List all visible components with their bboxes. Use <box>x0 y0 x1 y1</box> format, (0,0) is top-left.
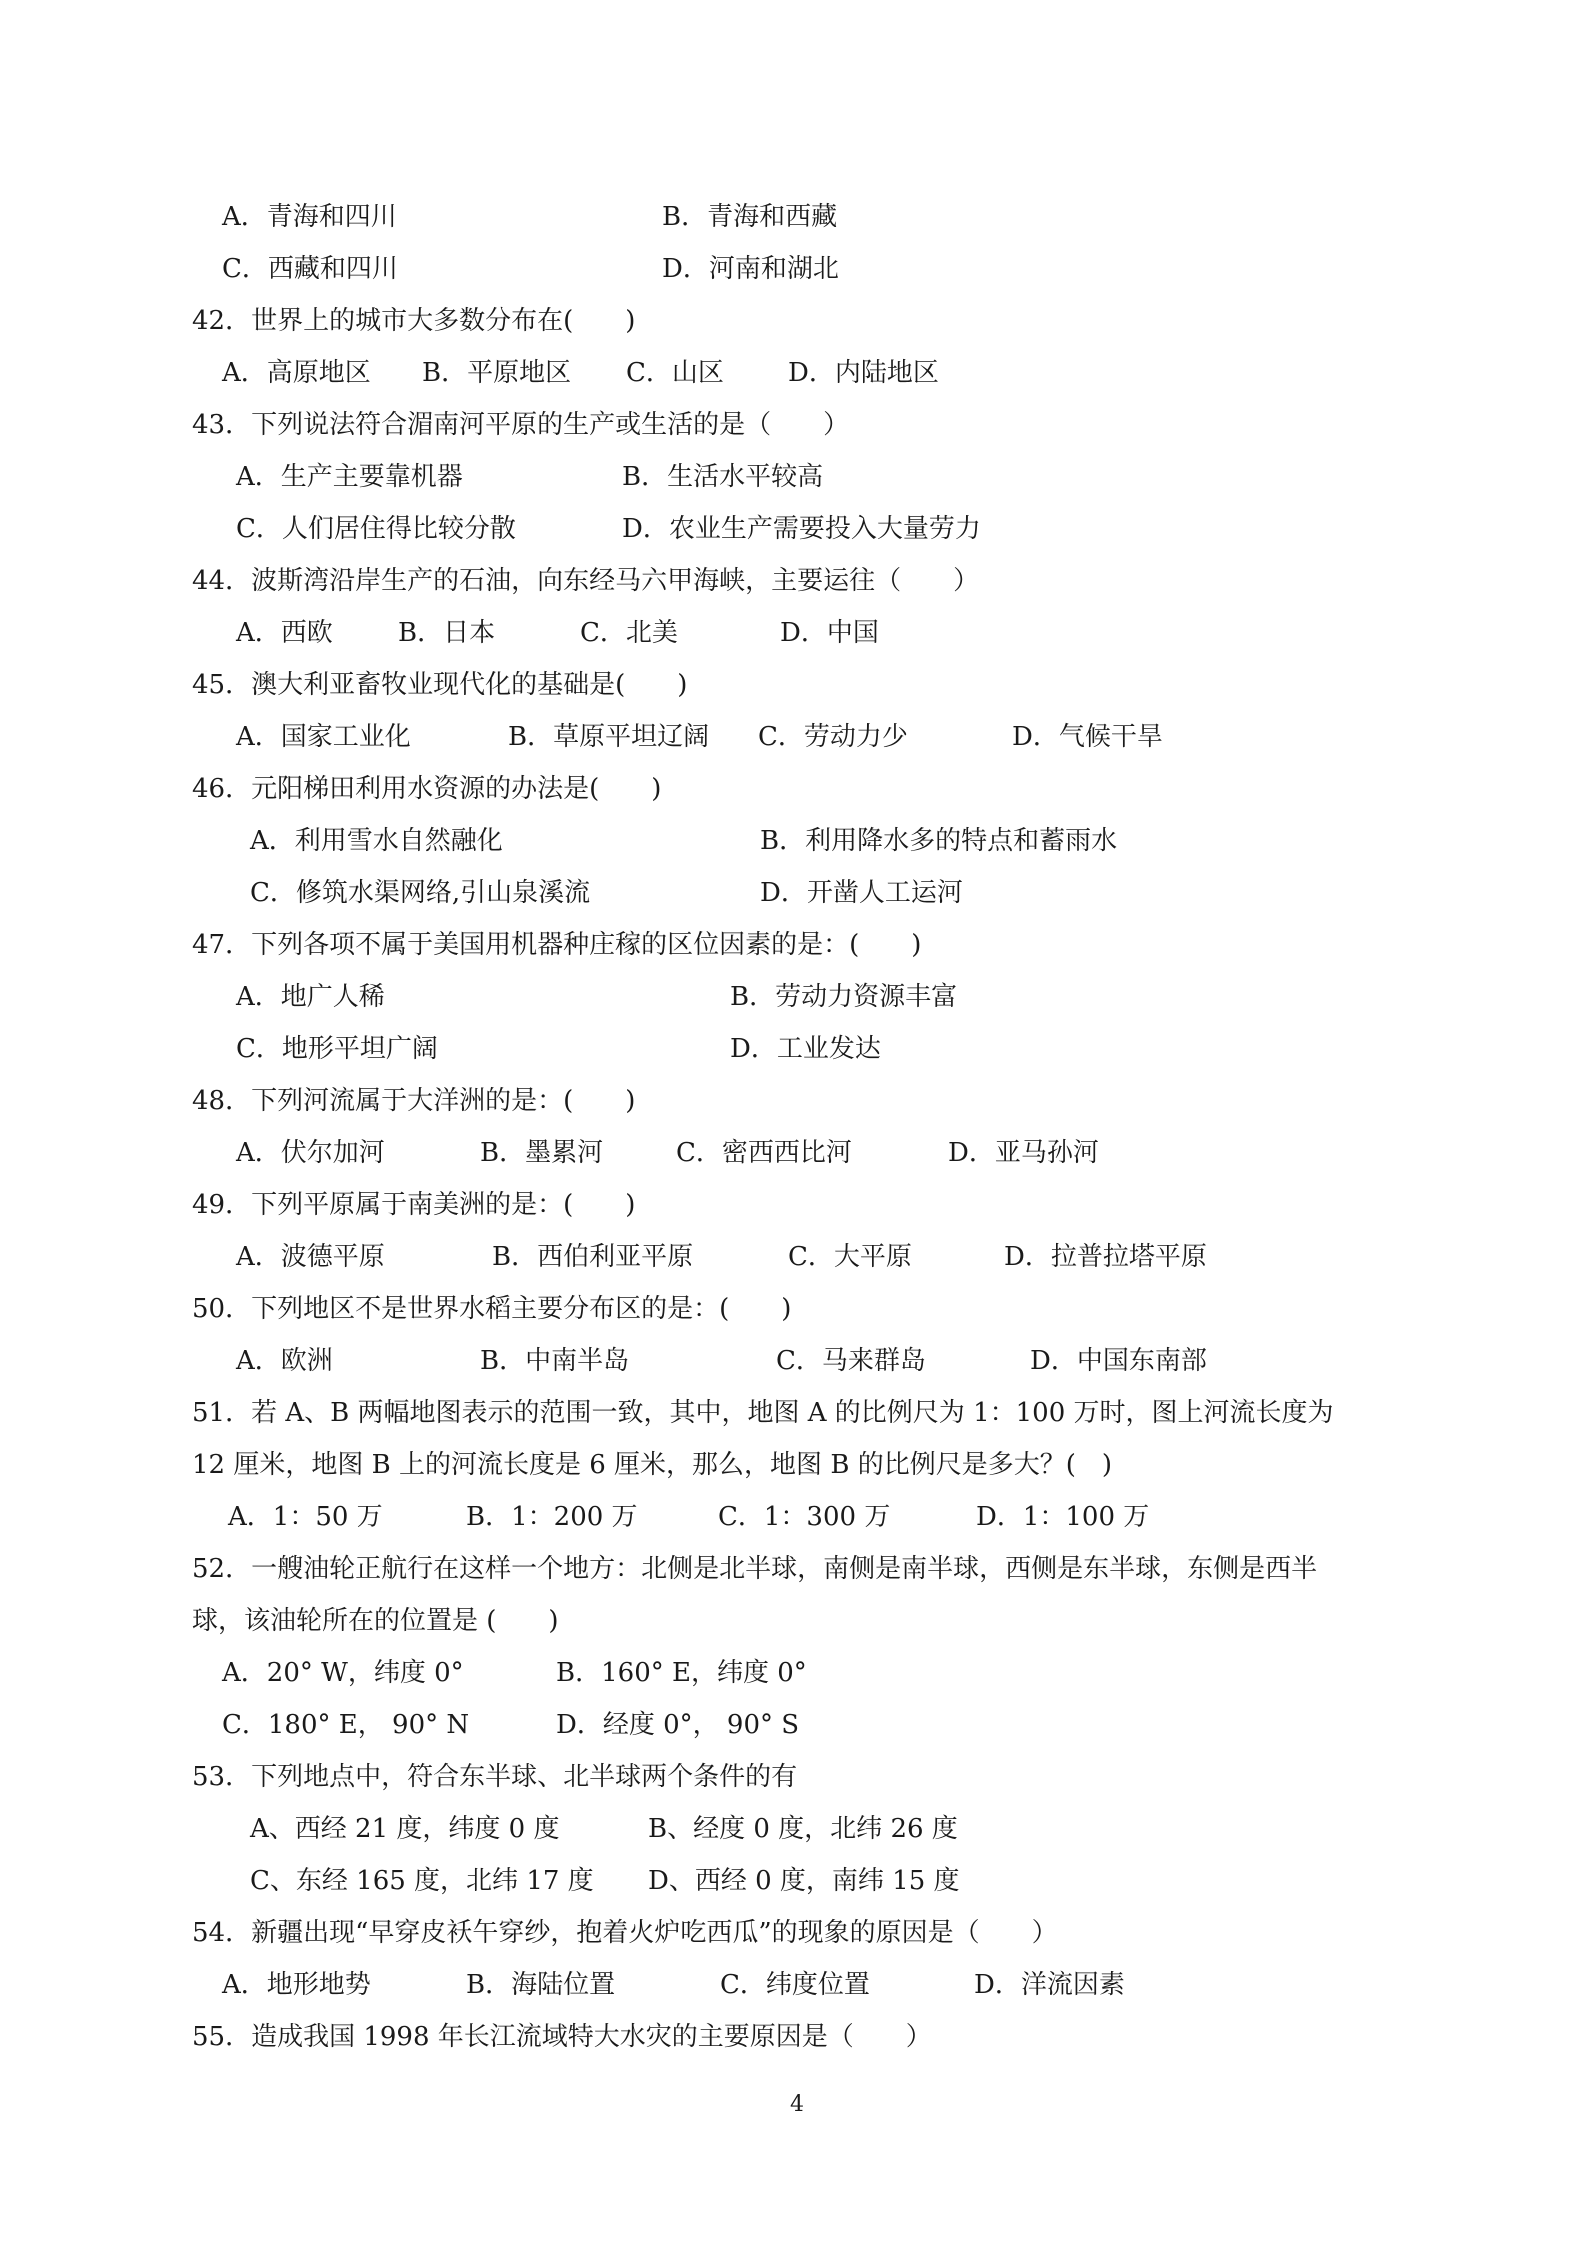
answer-option: C．山区 <box>626 358 724 388</box>
answer-option: A．地广人稀 <box>236 982 385 1012</box>
question-text: 45．澳大利亚畜牧业现代化的基础是( ) <box>192 670 688 700</box>
answer-option: A．青海和四川 <box>222 202 397 232</box>
answer-option: D．中国 <box>780 618 879 648</box>
answer-option: C．180° E， 90° N <box>222 1710 470 1740</box>
answer-option: A．生产主要靠机器 <box>236 462 463 492</box>
answer-option: A．高原地区 <box>222 358 371 388</box>
answer-option: B．160° E，纬度 0° <box>556 1658 807 1688</box>
answer-option: B、经度 0 度，北纬 26 度 <box>648 1814 958 1844</box>
question-text: 54．新疆出现“早穿皮袄午穿纱，抱着火炉吃西瓜”的现象的原因是（ ） <box>192 1918 1058 1948</box>
answer-option: C．马来群岛 <box>776 1346 926 1376</box>
answer-option: C．修筑水渠网络,引山泉溪流 <box>250 878 591 908</box>
answer-option: B．平原地区 <box>422 358 572 388</box>
answer-option: A．利用雪水自然融化 <box>250 826 503 856</box>
answer-option: B．1：200 万 <box>466 1502 638 1532</box>
answer-option: C．纬度位置 <box>720 1970 870 2000</box>
question-text: 55．造成我国 1998 年长江流域特大水灾的主要原因是（ ） <box>192 2022 932 2052</box>
answer-option: D、西经 0 度，南纬 15 度 <box>648 1866 960 1896</box>
answer-option: C．密西西比河 <box>676 1138 852 1168</box>
question-text: 43．下列说法符合湄南河平原的生产或生活的是（ ） <box>192 410 850 440</box>
question-text: 44．波斯湾沿岸生产的石油，向东经马六甲海峡，主要运往（ ） <box>192 566 980 596</box>
page-number: 4 <box>790 2092 804 2117</box>
answer-option: D．中国东南部 <box>1030 1346 1207 1376</box>
answer-option: D．1：100 万 <box>976 1502 1150 1532</box>
answer-option: A．20° W，纬度 0° <box>222 1658 464 1688</box>
question-text: 47．下列各项不属于美国用机器种庄稼的区位因素的是：( ) <box>192 930 922 960</box>
answer-option: A、西经 21 度，纬度 0 度 <box>250 1814 560 1844</box>
answer-option: D．农业生产需要投入大量劳力 <box>622 514 981 544</box>
answer-option: C．劳动力少 <box>758 722 908 752</box>
answer-option: D．拉普拉塔平原 <box>1004 1242 1207 1272</box>
answer-option: A．波德平原 <box>236 1242 385 1272</box>
answer-option: D．气候干旱 <box>1012 722 1163 752</box>
answer-option: B．青海和西藏 <box>662 202 838 232</box>
answer-option: B．劳动力资源丰富 <box>730 982 958 1012</box>
answer-option: D．洋流因素 <box>974 1970 1125 2000</box>
answer-option: A．伏尔加河 <box>236 1138 385 1168</box>
answer-option: B．中南半岛 <box>480 1346 630 1376</box>
answer-option: A．西欧 <box>236 618 333 648</box>
answer-option: C．大平原 <box>788 1242 912 1272</box>
question-text: 52．一艘油轮正航行在这样一个地方：北侧是北半球，南侧是南半球，西侧是东半球，东侧是西半 <box>192 1554 1318 1584</box>
answer-option: B．墨累河 <box>480 1138 604 1168</box>
question-text: 46．元阳梯田利用水资源的办法是( ) <box>192 774 662 804</box>
answer-option: C．北美 <box>580 618 678 648</box>
answer-option: A．地形地势 <box>222 1970 371 2000</box>
answer-option: B．日本 <box>398 618 496 648</box>
question-text: 49．下列平原属于南美洲的是：( ) <box>192 1190 636 1220</box>
answer-option: D．经度 0°， 90° S <box>556 1710 800 1740</box>
question-text: 球，该油轮所在的位置是 ( ) <box>192 1606 559 1636</box>
answer-option: B．海陆位置 <box>466 1970 616 2000</box>
question-text: 50．下列地区不是世界水稻主要分布区的是：( ) <box>192 1294 792 1324</box>
answer-option: D．河南和湖北 <box>662 254 839 284</box>
question-text: 12 厘米，地图 B 上的河流长度是 6 厘米，那么，地图 B 的比例尺是多大？( ) <box>192 1450 1112 1480</box>
answer-option: C．人们居住得比较分散 <box>236 514 516 544</box>
answer-option: A．欧洲 <box>236 1346 333 1376</box>
answer-option: A．国家工业化 <box>236 722 411 752</box>
question-text: 42．世界上的城市大多数分布在( ) <box>192 306 636 336</box>
answer-option: B．西伯利亚平原 <box>492 1242 694 1272</box>
answer-option: B．生活水平较高 <box>622 462 824 492</box>
answer-option: B．利用降水多的特点和蓄雨水 <box>760 826 1118 856</box>
answer-option: A．1：50 万 <box>228 1502 383 1532</box>
answer-option: D．开凿人工运河 <box>760 878 963 908</box>
question-text: 53．下列地点中，符合东半球、北半球两个条件的有 <box>192 1762 798 1792</box>
answer-option: C．西藏和四川 <box>222 254 398 284</box>
answer-option: B．草原平坦辽阔 <box>508 722 710 752</box>
question-text: 51．若 A、B 两幅地图表示的范围一致，其中，地图 A 的比例尺为 1：100 万时，图上河流长度为 <box>192 1398 1334 1428</box>
answer-option: C．1：300 万 <box>718 1502 891 1532</box>
answer-option: C、东经 165 度，北纬 17 度 <box>250 1866 594 1896</box>
answer-option: D．工业发达 <box>730 1034 881 1064</box>
question-text: 48．下列河流属于大洋洲的是：( ) <box>192 1086 636 1116</box>
answer-option: D．亚马孙河 <box>948 1138 1099 1168</box>
answer-option: C．地形平坦广阔 <box>236 1034 438 1064</box>
answer-option: D．内陆地区 <box>788 358 939 388</box>
